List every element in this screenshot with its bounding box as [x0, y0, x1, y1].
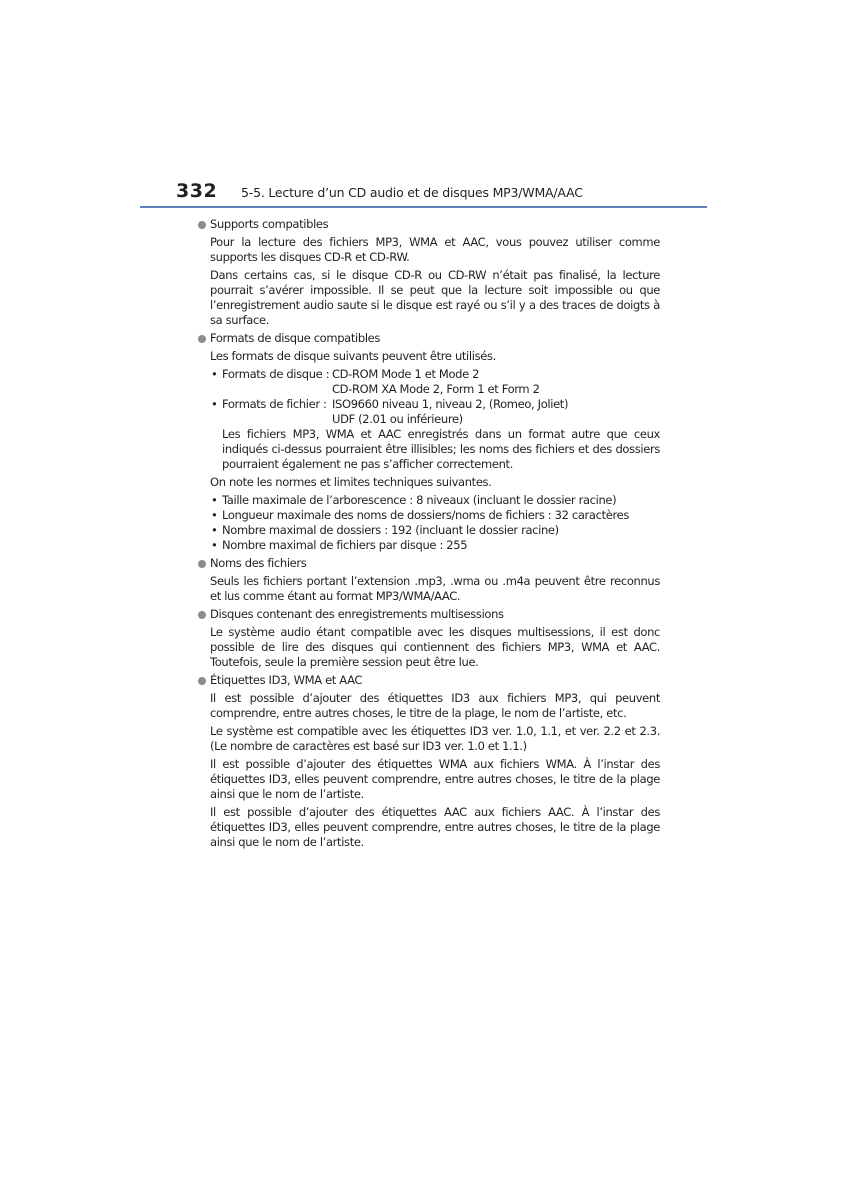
- formats-list: [210, 367, 660, 472]
- section-heading: [197, 556, 660, 571]
- page-content: [197, 216, 660, 853]
- limit-text: Nombre maximal de fichiers par disque : 255: [222, 538, 468, 552]
- bullet-icon: [198, 611, 206, 619]
- list-item: [210, 508, 660, 523]
- list-item: [210, 523, 660, 538]
- heading-text: Supports compatibles: [210, 217, 329, 231]
- limit-text: Taille maximale de l’arborescence : 8 niveaux (incluant le dossier racine): [222, 493, 617, 507]
- section-heading: [197, 331, 660, 346]
- format-value: UDF (2.01 ou inférieure): [332, 412, 463, 426]
- heading-text: Noms des fichiers: [210, 556, 307, 570]
- bullet-icon: [198, 221, 206, 229]
- list-item: [210, 397, 660, 427]
- heading-text: Étiquettes ID3, WMA et AAC: [210, 673, 363, 687]
- paragraph: Il est possible d’ajouter des étiquettes ID3 aux fichiers MP3, qui peuvent comprendre, entre autres choses, le titre de la plage, le nom de l’artiste, etc.: [210, 691, 660, 720]
- dot-icon: •: [211, 523, 218, 537]
- paragraph: Il est possible d’ajouter des étiquettes WMA aux fichiers WMA. À l’instar des étiquettes ID3, elles peuvent comprendre, entre autres choses, le titre de la plage ainsi que le nom de l’artiste.: [210, 757, 660, 801]
- formats-note: Les fichiers MP3, WMA et AAC enregistrés dans un format autre que ceux indiqués ci-dessus pourraient être illisibles; les noms des fichiers et des dossiers pourraient également ne pas s’afficher correctement.: [222, 427, 660, 471]
- format-value: ISO9660 niveau 1, niveau 2, (Romeo, Joliet): [332, 397, 569, 411]
- limit-text: Longueur maximale des noms de dossiers/noms de fichiers : 32 caractères: [222, 508, 629, 522]
- format-label: Formats de fichier :: [222, 397, 327, 411]
- list-item: [210, 493, 660, 508]
- page-header: [0, 0, 848, 210]
- heading-text: Formats de disque compatibles: [210, 331, 381, 345]
- section-heading: [197, 673, 660, 688]
- format-value: CD-ROM Mode 1 et Mode 2: [332, 367, 480, 381]
- dot-icon: •: [211, 538, 218, 552]
- paragraph: Il est possible d’ajouter des étiquettes AAC aux fichiers AAC. À l’instar des étiquettes ID3, elles peuvent comprendre, entre autres choses, le titre de la plage ainsi que le nom de l’artiste.: [210, 805, 660, 849]
- paragraph: Le système est compatible avec les étiquettes ID3 ver. 1.0, 1.1, et ver. 2.2 et 2.3. (Le nombre de caractères est basé sur ID3 ver. 1.0 et 1.1.): [210, 724, 660, 753]
- section-heading: [197, 217, 660, 232]
- list-item: [210, 538, 660, 553]
- dot-icon: •: [211, 508, 218, 522]
- list-item: [210, 367, 660, 397]
- paragraph: On note les normes et limites techniques suivantes.: [210, 475, 492, 489]
- dot-icon: •: [211, 397, 218, 411]
- bullet-icon: [198, 560, 206, 568]
- dot-icon: •: [211, 493, 218, 507]
- limits-list: [210, 493, 660, 553]
- page-number: 332: [176, 180, 218, 202]
- paragraph: Les formats de disque suivants peuvent être utilisés.: [210, 349, 496, 363]
- paragraph: Dans certains cas, si le disque CD-R ou CD-RW n’était pas finalisé, la lecture pourrait s’avérer impossible. Il se peut que la lecture soit impossible ou que l’enregistrement audio saute si le disque est rayé ou s’il y a des traces de doigts à sa surface.: [210, 268, 660, 327]
- paragraph: Le système audio étant compatible avec les disques multisessions, il est donc possible de lire des disques qui contiennent des fichiers MP3, WMA et AAC. Toutefois, seule la première session peut être lue.: [210, 625, 660, 669]
- paragraph: Seuls les fichiers portant l’extension .mp3, .wma ou .m4a peuvent être reconnus et lus comme étant au format MP3/WMA/AAC.: [210, 574, 660, 603]
- dot-icon: •: [211, 367, 218, 381]
- header-rule: [140, 206, 707, 208]
- section-heading: [197, 607, 660, 622]
- heading-text: Disques contenant des enregistrements multisessions: [210, 607, 504, 621]
- paragraph: Pour la lecture des fichiers MP3, WMA et AAC, vous pouvez utiliser comme supports les disques CD-R et CD-RW.: [210, 235, 660, 264]
- bullet-icon: [198, 677, 206, 685]
- format-value: CD-ROM XA Mode 2, Form 1 et Form 2: [332, 382, 540, 396]
- bullet-icon: [198, 335, 206, 343]
- limit-text: Nombre maximal de dossiers : 192 (incluant le dossier racine): [222, 523, 559, 537]
- section-title: 5-5. Lecture d’un CD audio et de disques MP3/WMA/AAC: [241, 185, 583, 200]
- format-label: Formats de disque :: [222, 367, 330, 381]
